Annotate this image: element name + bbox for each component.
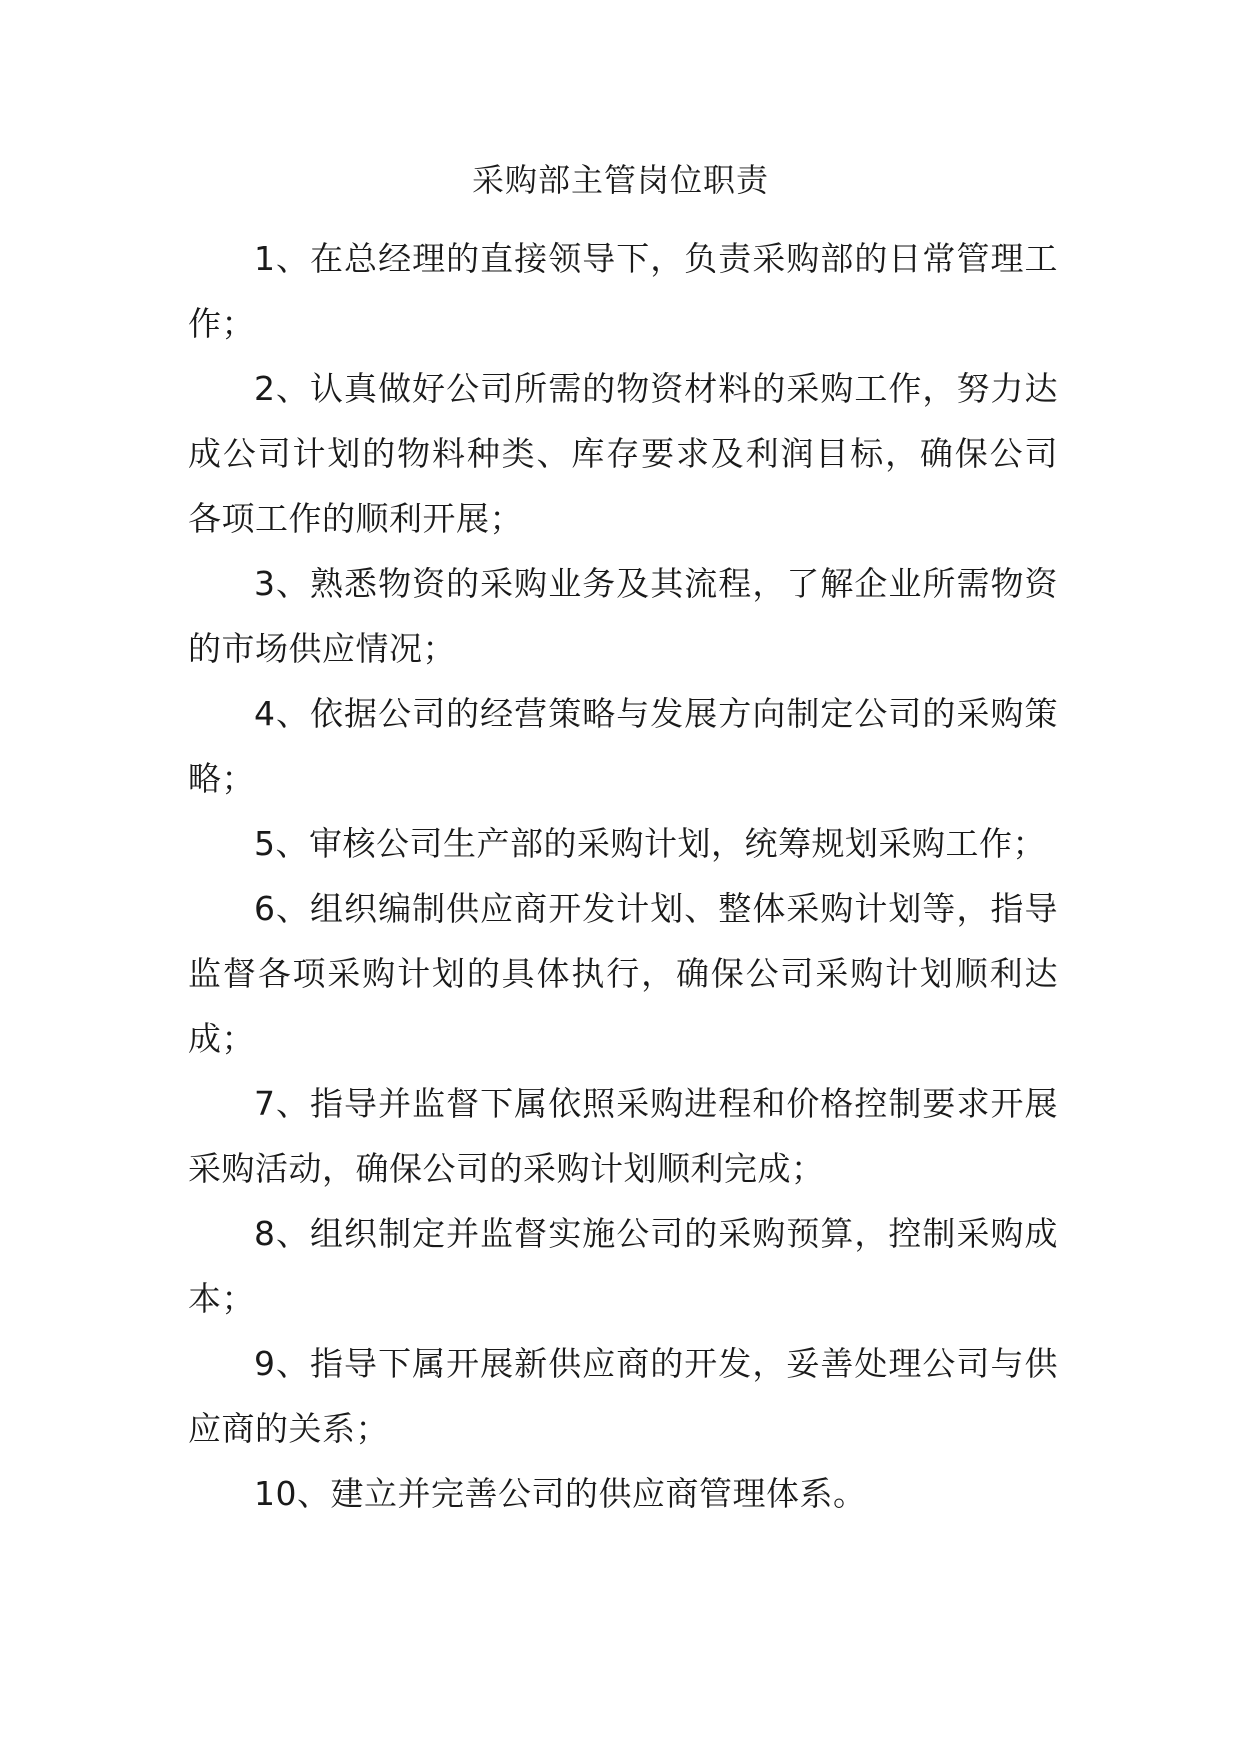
duty-item-6: 6、组织编制供应商开发计划、整体采购计划等，指导监督各项采购计划的具体执行，确保公司采购计划顺利达成； [188,889,1058,1058]
duty-item-10: 10、建立并完善公司的供应商管理体系。 [254,1474,867,1513]
duty-item-7: 7、指导并监督下属依照采购进程和价格控制要求开展采购活动，确保公司的采购计划顺利完成； [188,1084,1058,1188]
duty-list [188,226,1058,1526]
duty-item-8: 8、组织制定并监督实施公司的采购预算，控制采购成本； [188,1214,1058,1318]
duty-item-2: 2、认真做好公司所需的物资材料的采购工作，努力达成公司计划的物料种类、库存要求及利润目标，确保公司各项工作的顺利开展； [188,369,1058,538]
duty-item-5: 5、审核公司生产部的采购计划，统筹规划采购工作； [254,824,1046,863]
duty-item-3: 3、熟悉物资的采购业务及其流程，了解企业所需物资的市场供应情况； [188,564,1058,668]
duty-item-4: 4、依据公司的经营策略与发展方向制定公司的采购策略； [188,694,1058,798]
duty-item-9: 9、指导下属开展新供应商的开发，妥善处理公司与供应商的关系； [188,1344,1058,1448]
duty-item-1: 1、在总经理的直接领导下，负责采购部的日常管理工作； [188,239,1058,343]
document-title: 采购部主管岗位职责 [471,161,769,199]
